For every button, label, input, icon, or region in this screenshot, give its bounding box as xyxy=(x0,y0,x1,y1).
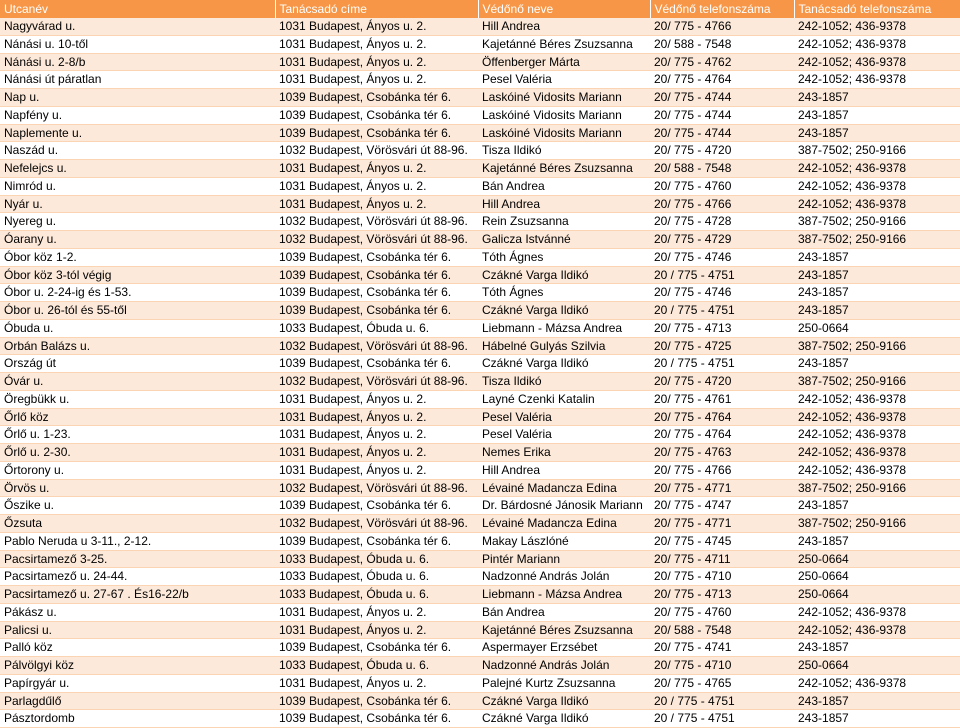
office-phone-cell: 242-1052; 436-9378 xyxy=(794,390,960,408)
office-phone-cell: 243-1857 xyxy=(794,266,960,284)
street-name-cell: Nyereg u. xyxy=(0,213,275,231)
table-row xyxy=(0,657,960,675)
office-address-cell: 1031 Budapest, Ányos u. 2. xyxy=(275,621,478,639)
nurse-phone-cell: 20/ 775 - 4710 xyxy=(650,568,794,586)
table-row xyxy=(0,710,960,728)
street-name-cell: Óbuda u. xyxy=(0,319,275,337)
nurse-phone-cell: 20/ 588 - 7548 xyxy=(650,621,794,639)
office-address-cell: 1031 Budapest, Ányos u. 2. xyxy=(275,674,478,692)
street-name-cell: Őzsuta xyxy=(0,515,275,533)
nurse-name-cell: Tisza Ildikó xyxy=(478,373,650,391)
office-phone-cell: 242-1052; 436-9378 xyxy=(794,177,960,195)
header-street-name: Utcanév xyxy=(0,0,275,18)
office-address-cell: 1039 Budapest, Csobánka tér 6. xyxy=(275,284,478,302)
table-row xyxy=(0,550,960,568)
office-address-cell: 1039 Budapest, Csobánka tér 6. xyxy=(275,89,478,107)
office-address-cell: 1039 Budapest, Csobánka tér 6. xyxy=(275,692,478,710)
office-address-cell: 1039 Budapest, Csobánka tér 6. xyxy=(275,497,478,515)
office-phone-cell: 243-1857 xyxy=(794,248,960,266)
street-name-cell: Óvár u. xyxy=(0,373,275,391)
table-row xyxy=(0,621,960,639)
nurse-name-cell: Bán Andrea xyxy=(478,177,650,195)
office-phone-cell: 243-1857 xyxy=(794,89,960,107)
table-body xyxy=(0,18,960,728)
office-address-cell: 1032 Budapest, Vörösvári út 88-96. xyxy=(275,231,478,249)
nurse-phone-cell: 20/ 775 - 4711 xyxy=(650,550,794,568)
nurse-name-cell: Öffenberger Márta xyxy=(478,53,650,71)
table-row xyxy=(0,266,960,284)
street-name-cell: Nánási út páratlan xyxy=(0,71,275,89)
nurse-phone-cell: 20/ 775 - 4766 xyxy=(650,461,794,479)
table-row xyxy=(0,408,960,426)
office-address-cell: 1031 Budapest, Ányos u. 2. xyxy=(275,444,478,462)
office-phone-cell: 243-1857 xyxy=(794,284,960,302)
office-phone-cell: 243-1857 xyxy=(794,497,960,515)
table-row xyxy=(0,337,960,355)
office-address-cell: 1031 Budapest, Ányos u. 2. xyxy=(275,408,478,426)
office-address-cell: 1031 Budapest, Ányos u. 2. xyxy=(275,71,478,89)
street-name-cell: Óbor köz 1-2. xyxy=(0,248,275,266)
table-row xyxy=(0,18,960,35)
street-name-cell: Nyár u. xyxy=(0,195,275,213)
nurse-name-cell: Czákné Varga Ildikó xyxy=(478,266,650,284)
office-phone-cell: 250-0664 xyxy=(794,657,960,675)
nurse-name-cell: Tóth Ágnes xyxy=(478,284,650,302)
nurse-name-cell: Galicza Istvánné xyxy=(478,231,650,249)
nurse-phone-cell: 20/ 775 - 4764 xyxy=(650,71,794,89)
table-row xyxy=(0,461,960,479)
table-row xyxy=(0,231,960,249)
office-phone-cell: 243-1857 xyxy=(794,124,960,142)
nurse-name-cell: Nadzonné András Jolán xyxy=(478,657,650,675)
street-name-cell: Pálvölgyi köz xyxy=(0,657,275,675)
office-phone-cell: 250-0664 xyxy=(794,586,960,604)
office-phone-cell: 242-1052; 436-9378 xyxy=(794,621,960,639)
nurse-phone-cell: 20/ 588 - 7548 xyxy=(650,160,794,178)
nurse-phone-cell: 20/ 775 - 4747 xyxy=(650,497,794,515)
street-name-cell: Pacsirtamező u. 27-67 . És16-22/b xyxy=(0,586,275,604)
table-row xyxy=(0,639,960,657)
street-name-cell: Óbor köz 3-tól végig xyxy=(0,266,275,284)
table-row xyxy=(0,319,960,337)
street-name-cell: Pacsirtamező u. 24-44. xyxy=(0,568,275,586)
office-phone-cell: 243-1857 xyxy=(794,106,960,124)
table-row xyxy=(0,53,960,71)
office-phone-cell: 243-1857 xyxy=(794,532,960,550)
street-name-cell: Őszike u. xyxy=(0,497,275,515)
office-phone-cell: 242-1052; 436-9378 xyxy=(794,71,960,89)
header-office-phone: Tanácsadó telefonszáma xyxy=(794,0,960,18)
street-name-cell: Nefelejcs u. xyxy=(0,160,275,178)
nurse-name-cell: Pintér Mariann xyxy=(478,550,650,568)
nurse-name-cell: Laskóiné Vidosits Mariann xyxy=(478,106,650,124)
office-address-cell: 1033 Budapest, Óbuda u. 6. xyxy=(275,657,478,675)
nurse-name-cell: Pesel Valéria xyxy=(478,426,650,444)
office-address-cell: 1039 Budapest, Csobánka tér 6. xyxy=(275,532,478,550)
office-phone-cell: 387-7502; 250-9166 xyxy=(794,373,960,391)
office-phone-cell: 250-0664 xyxy=(794,568,960,586)
office-phone-cell: 242-1052; 436-9378 xyxy=(794,195,960,213)
nurse-phone-cell: 20/ 775 - 4765 xyxy=(650,674,794,692)
office-phone-cell: 387-7502; 250-9166 xyxy=(794,231,960,249)
office-address-cell: 1039 Budapest, Csobánka tér 6. xyxy=(275,266,478,284)
nurse-phone-cell: 20/ 775 - 4766 xyxy=(650,18,794,35)
street-name-cell: Őrlő köz xyxy=(0,408,275,426)
nurse-name-cell: Lévainé Madancza Edina xyxy=(478,515,650,533)
office-address-cell: 1039 Budapest, Csobánka tér 6. xyxy=(275,248,478,266)
street-name-cell: Napfény u. xyxy=(0,106,275,124)
table-row xyxy=(0,124,960,142)
street-name-cell: Óbor u. 26-tól és 55-től xyxy=(0,302,275,320)
street-name-cell: Nánási u. 10-től xyxy=(0,35,275,53)
nurse-phone-cell: 20/ 775 - 4741 xyxy=(650,639,794,657)
table-row xyxy=(0,142,960,160)
nurse-name-cell: Laskóiné Vidosits Mariann xyxy=(478,89,650,107)
nurse-phone-cell: 20/ 775 - 4762 xyxy=(650,53,794,71)
header-nurse-phone: Védőnő telefonszáma xyxy=(650,0,794,18)
nurse-name-cell: Hábelné Gulyás Szilvia xyxy=(478,337,650,355)
nurse-phone-cell: 20/ 775 - 4713 xyxy=(650,319,794,337)
office-phone-cell: 242-1052; 436-9378 xyxy=(794,408,960,426)
nurse-phone-cell: 20/ 775 - 4766 xyxy=(650,195,794,213)
table-row xyxy=(0,568,960,586)
nurse-name-cell: Hill Andrea xyxy=(478,461,650,479)
nurse-name-cell: Hill Andrea xyxy=(478,18,650,35)
office-address-cell: 1039 Budapest, Csobánka tér 6. xyxy=(275,124,478,142)
street-name-cell: Pákász u. xyxy=(0,603,275,621)
table-row xyxy=(0,195,960,213)
office-phone-cell: 242-1052; 436-9378 xyxy=(794,444,960,462)
office-address-cell: 1033 Budapest, Óbuda u. 6. xyxy=(275,586,478,604)
nurse-phone-cell: 20 / 775 - 4751 xyxy=(650,355,794,373)
office-phone-cell: 242-1052; 436-9378 xyxy=(794,426,960,444)
office-address-cell: 1032 Budapest, Vörösvári út 88-96. xyxy=(275,479,478,497)
nurse-phone-cell: 20/ 775 - 4771 xyxy=(650,479,794,497)
nurse-name-cell: Hill Andrea xyxy=(478,195,650,213)
office-address-cell: 1031 Budapest, Ányos u. 2. xyxy=(275,53,478,71)
office-phone-cell: 250-0664 xyxy=(794,319,960,337)
street-name-cell: Papírgyár u. xyxy=(0,674,275,692)
table-row xyxy=(0,71,960,89)
office-address-cell: 1032 Budapest, Vörösvári út 88-96. xyxy=(275,373,478,391)
nurse-phone-cell: 20/ 775 - 4764 xyxy=(650,426,794,444)
street-name-cell: Nagyvárad u. xyxy=(0,18,275,35)
street-name-cell: Öregbükk u. xyxy=(0,390,275,408)
table-row xyxy=(0,603,960,621)
nurse-phone-cell: 20/ 775 - 4746 xyxy=(650,248,794,266)
office-address-cell: 1031 Budapest, Ányos u. 2. xyxy=(275,461,478,479)
office-address-cell: 1031 Budapest, Ányos u. 2. xyxy=(275,195,478,213)
office-phone-cell: 242-1052; 436-9378 xyxy=(794,160,960,178)
table-row xyxy=(0,479,960,497)
office-address-cell: 1031 Budapest, Ányos u. 2. xyxy=(275,603,478,621)
nurse-phone-cell: 20/ 775 - 4720 xyxy=(650,373,794,391)
nurse-name-cell: Liebmann - Mázsa Andrea xyxy=(478,586,650,604)
street-name-cell: Pacsirtamező 3-25. xyxy=(0,550,275,568)
nurse-phone-cell: 20/ 775 - 4746 xyxy=(650,284,794,302)
nurse-name-cell: Liebmann - Mázsa Andrea xyxy=(478,319,650,337)
office-phone-cell: 387-7502; 250-9166 xyxy=(794,337,960,355)
office-phone-cell: 242-1052; 436-9378 xyxy=(794,53,960,71)
table-row xyxy=(0,35,960,53)
street-name-cell: Ország út xyxy=(0,355,275,373)
office-address-cell: 1033 Budapest, Óbuda u. 6. xyxy=(275,550,478,568)
office-address-cell: 1031 Budapest, Ányos u. 2. xyxy=(275,390,478,408)
street-name-cell: Óarany u. xyxy=(0,231,275,249)
nurse-phone-cell: 20/ 775 - 4760 xyxy=(650,177,794,195)
office-phone-cell: 242-1052; 436-9378 xyxy=(794,461,960,479)
office-address-cell: 1032 Budapest, Vörösvári út 88-96. xyxy=(275,142,478,160)
nurse-phone-cell: 20/ 588 - 7548 xyxy=(650,35,794,53)
office-phone-cell: 242-1052; 436-9378 xyxy=(794,674,960,692)
nurse-name-cell: Nemes Erika xyxy=(478,444,650,462)
nurse-name-cell: Tisza Ildikó xyxy=(478,142,650,160)
nurse-name-cell: Kajetánné Béres Zsuzsanna xyxy=(478,621,650,639)
nurse-phone-cell: 20 / 775 - 4751 xyxy=(650,692,794,710)
nurse-phone-cell: 20/ 775 - 4729 xyxy=(650,231,794,249)
street-name-cell: Orbán Balázs u. xyxy=(0,337,275,355)
office-phone-cell: 387-7502; 250-9166 xyxy=(794,213,960,231)
nurse-phone-cell: 20/ 775 - 4710 xyxy=(650,657,794,675)
street-name-cell: Palló köz xyxy=(0,639,275,657)
office-phone-cell: 387-7502; 250-9166 xyxy=(794,515,960,533)
nurse-phone-cell: 20/ 775 - 4771 xyxy=(650,515,794,533)
nurse-name-cell: Czákné Varga Ildikó xyxy=(478,355,650,373)
street-name-cell: Őrlő u. 1-23. xyxy=(0,426,275,444)
nurse-name-cell: Rein Zsuzsanna xyxy=(478,213,650,231)
table-row xyxy=(0,444,960,462)
nurse-name-cell: Dr. Bárdosné Jánosik Mariann xyxy=(478,497,650,515)
office-phone-cell: 243-1857 xyxy=(794,302,960,320)
street-name-cell: Naszád u. xyxy=(0,142,275,160)
table-row xyxy=(0,390,960,408)
office-address-cell: 1031 Budapest, Ányos u. 2. xyxy=(275,18,478,35)
office-phone-cell: 243-1857 xyxy=(794,710,960,728)
table-row xyxy=(0,532,960,550)
nurse-phone-cell: 20/ 775 - 4745 xyxy=(650,532,794,550)
street-name-cell: Őrlő u. 2-30. xyxy=(0,444,275,462)
nurse-name-cell: Kajetánné Béres Zsuzsanna xyxy=(478,160,650,178)
nurse-name-cell: Kajetánné Béres Zsuzsanna xyxy=(478,35,650,53)
nurse-phone-cell: 20 / 775 - 4751 xyxy=(650,710,794,728)
table-row xyxy=(0,106,960,124)
office-phone-cell: 387-7502; 250-9166 xyxy=(794,142,960,160)
office-phone-cell: 243-1857 xyxy=(794,355,960,373)
table-row xyxy=(0,89,960,107)
office-address-cell: 1039 Budapest, Csobánka tér 6. xyxy=(275,106,478,124)
nurse-name-cell: Pesel Valéria xyxy=(478,71,650,89)
header-row xyxy=(0,0,960,18)
street-name-cell: Őrtorony u. xyxy=(0,461,275,479)
office-phone-cell: 387-7502; 250-9166 xyxy=(794,479,960,497)
street-name-cell: Palicsi u. xyxy=(0,621,275,639)
office-address-cell: 1032 Budapest, Vörösvári út 88-96. xyxy=(275,213,478,231)
nurse-phone-cell: 20/ 775 - 4713 xyxy=(650,586,794,604)
table-row xyxy=(0,373,960,391)
nurse-phone-cell: 20 / 775 - 4751 xyxy=(650,266,794,284)
nurse-name-cell: Aspermayer Erzsébet xyxy=(478,639,650,657)
nurse-name-cell: Czákné Varga Ildikó xyxy=(478,692,650,710)
nurse-name-cell: Czákné Varga Ildikó xyxy=(478,710,650,728)
street-name-cell: Naplemente u. xyxy=(0,124,275,142)
office-address-cell: 1039 Budapest, Csobánka tér 6. xyxy=(275,710,478,728)
nurse-name-cell: Layné Czenki Katalin xyxy=(478,390,650,408)
nurse-name-cell: Czákné Varga Ildikó xyxy=(478,302,650,320)
office-phone-cell: 242-1052; 436-9378 xyxy=(794,18,960,35)
table-row xyxy=(0,426,960,444)
office-address-cell: 1033 Budapest, Óbuda u. 6. xyxy=(275,319,478,337)
street-name-cell: Nánási u. 2-8/b xyxy=(0,53,275,71)
street-name-cell: Parlagdűlő xyxy=(0,692,275,710)
office-address-cell: 1031 Budapest, Ányos u. 2. xyxy=(275,160,478,178)
nurse-phone-cell: 20/ 775 - 4744 xyxy=(650,124,794,142)
nurse-name-cell: Palejné Kurtz Zsuzsanna xyxy=(478,674,650,692)
street-name-cell: Pablo Neruda u 3-11., 2-12. xyxy=(0,532,275,550)
office-phone-cell: 243-1857 xyxy=(794,639,960,657)
office-address-cell: 1031 Budapest, Ányos u. 2. xyxy=(275,177,478,195)
table-row xyxy=(0,177,960,195)
street-name-cell: Nap u. xyxy=(0,89,275,107)
nurse-phone-cell: 20 / 775 - 4751 xyxy=(650,302,794,320)
nurse-name-cell: Pesel Valéria xyxy=(478,408,650,426)
office-phone-cell: 242-1052; 436-9378 xyxy=(794,603,960,621)
table-row xyxy=(0,302,960,320)
header-nurse-name: Védőnő neve xyxy=(478,0,650,18)
nurse-name-cell: Tóth Ágnes xyxy=(478,248,650,266)
office-phone-cell: 243-1857 xyxy=(794,692,960,710)
table-row xyxy=(0,497,960,515)
nurse-phone-cell: 20/ 775 - 4761 xyxy=(650,390,794,408)
office-phone-cell: 250-0664 xyxy=(794,550,960,568)
table-row xyxy=(0,355,960,373)
nurse-phone-cell: 20/ 775 - 4720 xyxy=(650,142,794,160)
office-address-cell: 1033 Budapest, Óbuda u. 6. xyxy=(275,568,478,586)
nurse-name-cell: Nadzonné András Jolán xyxy=(478,568,650,586)
office-address-cell: 1032 Budapest, Vörösvári út 88-96. xyxy=(275,515,478,533)
table-row xyxy=(0,515,960,533)
nurse-name-cell: Bán Andrea xyxy=(478,603,650,621)
nurse-phone-cell: 20/ 775 - 4764 xyxy=(650,408,794,426)
office-address-cell: 1039 Budapest, Csobánka tér 6. xyxy=(275,355,478,373)
nurse-phone-cell: 20/ 775 - 4744 xyxy=(650,106,794,124)
office-address-cell: 1031 Budapest, Ányos u. 2. xyxy=(275,35,478,53)
street-name-cell: Nimród u. xyxy=(0,177,275,195)
table-row xyxy=(0,586,960,604)
table-row xyxy=(0,692,960,710)
nurse-phone-cell: 20/ 775 - 4744 xyxy=(650,89,794,107)
nurse-phone-cell: 20/ 775 - 4760 xyxy=(650,603,794,621)
table-row xyxy=(0,213,960,231)
nurse-name-cell: Makay Lászlóné xyxy=(478,532,650,550)
table-row xyxy=(0,248,960,266)
table-row xyxy=(0,674,960,692)
office-address-cell: 1031 Budapest, Ányos u. 2. xyxy=(275,426,478,444)
nurse-phone-cell: 20/ 775 - 4763 xyxy=(650,444,794,462)
office-address-cell: 1032 Budapest, Vörösvári út 88-96. xyxy=(275,337,478,355)
street-name-cell: Óbor u. 2-24-ig és 1-53. xyxy=(0,284,275,302)
office-address-cell: 1039 Budapest, Csobánka tér 6. xyxy=(275,639,478,657)
office-phone-cell: 242-1052; 436-9378 xyxy=(794,35,960,53)
street-name-cell: Pásztordomb xyxy=(0,710,275,728)
table-row xyxy=(0,160,960,178)
nurse-name-cell: Laskóiné Vidosits Mariann xyxy=(478,124,650,142)
office-address-cell: 1039 Budapest, Csobánka tér 6. xyxy=(275,302,478,320)
nurse-phone-cell: 20/ 775 - 4728 xyxy=(650,213,794,231)
nurse-phone-cell: 20/ 775 - 4725 xyxy=(650,337,794,355)
nurse-name-cell: Lévainé Madancza Edina xyxy=(478,479,650,497)
street-name-cell: Örvös u. xyxy=(0,479,275,497)
table-row xyxy=(0,284,960,302)
header-office-address: Tanácsadó címe xyxy=(275,0,478,18)
table-header xyxy=(0,0,960,18)
